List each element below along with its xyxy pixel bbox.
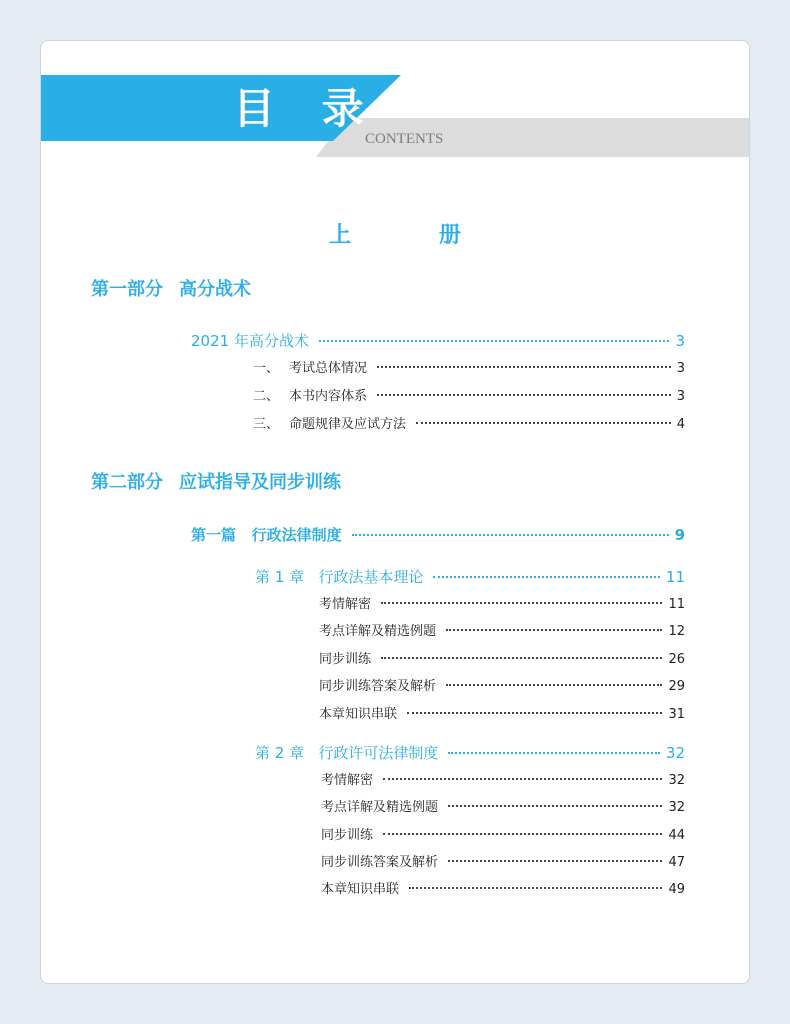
part-title: 应试指导及同步训练 xyxy=(179,472,341,493)
toc-chapter-label: 第 1 章 行政法基本理论 xyxy=(255,568,424,586)
toc-book-label: 第一篇 行政法律制度 xyxy=(191,526,342,544)
leader-dots xyxy=(407,712,662,714)
toc-item-label: 同步训练 xyxy=(319,652,372,667)
toc-chapter-row[interactable] xyxy=(255,567,685,587)
part-title: 高分战术 xyxy=(179,279,251,300)
toc-item-number: 一、 xyxy=(253,361,280,376)
toc-chapter-row[interactable] xyxy=(255,743,685,763)
toc-page-number: 3 xyxy=(675,332,685,350)
toc-chapter-label: 第 2 章 行政许可法律制度 xyxy=(255,744,439,762)
toc-page-number: 32 xyxy=(668,773,685,788)
part-number: 第二部分 xyxy=(91,472,163,493)
toc-page-number: 44 xyxy=(668,828,685,843)
leader-dots xyxy=(448,805,662,807)
toc-item-row[interactable] xyxy=(319,622,685,642)
leader-dots xyxy=(319,340,670,342)
toc-page-number: 12 xyxy=(668,624,685,639)
toc-page-number: 3 xyxy=(676,389,685,404)
leader-dots xyxy=(409,887,662,889)
leader-dots xyxy=(381,602,662,604)
part-heading xyxy=(91,471,341,495)
toc-item-row[interactable] xyxy=(253,387,685,407)
leader-dots xyxy=(446,684,662,686)
toc-item-label: 考点详解及精选例题 xyxy=(321,800,439,815)
toc-page-number: 11 xyxy=(668,597,685,612)
toc-page-number: 31 xyxy=(668,707,685,722)
leader-dots xyxy=(377,394,671,396)
leader-dots xyxy=(352,534,669,536)
leader-dots xyxy=(381,657,662,659)
toc-item-row[interactable] xyxy=(319,595,685,615)
page-subtitle: CONTENTS xyxy=(365,131,444,147)
toc-item-row[interactable] xyxy=(321,853,685,873)
toc-item-label: 同步训练 xyxy=(321,828,374,843)
toc-item-row[interactable] xyxy=(321,826,685,846)
part-number: 第一部分 xyxy=(91,279,163,300)
toc-item-label: 本章知识串联 xyxy=(319,707,398,722)
toc-page-number: 3 xyxy=(676,361,685,376)
toc-page-number: 49 xyxy=(668,882,685,897)
toc-item-number: 三、 xyxy=(253,417,280,432)
toc-page-number: 11 xyxy=(665,568,685,586)
toc-book-row[interactable] xyxy=(191,525,685,545)
leader-dots xyxy=(448,752,660,754)
toc-item-label: 同步训练答案及解析 xyxy=(319,679,437,694)
toc-item-label: 考情解密 xyxy=(319,597,372,612)
toc-page xyxy=(40,40,750,984)
toc-item-label: 命题规律及应试方法 xyxy=(289,417,407,432)
leader-dots xyxy=(377,366,671,368)
toc-item-label: 考试总体情况 xyxy=(289,361,368,376)
toc-page-number: 4 xyxy=(676,417,685,432)
toc-item-row[interactable] xyxy=(253,359,685,379)
toc-item-row[interactable] xyxy=(253,415,685,435)
toc-section-label: 2021 年高分战术 xyxy=(191,332,309,350)
toc-item-row[interactable] xyxy=(319,650,685,670)
toc-item-label: 考情解密 xyxy=(321,773,374,788)
toc-item-label: 本章知识串联 xyxy=(321,882,400,897)
toc-item-row[interactable] xyxy=(321,880,685,900)
part-heading xyxy=(91,278,251,302)
toc-item-row[interactable] xyxy=(321,798,685,818)
toc-item-label: 本书内容体系 xyxy=(289,389,368,404)
leader-dots xyxy=(446,629,662,631)
toc-page-number: 9 xyxy=(674,526,685,544)
toc-section-row[interactable] xyxy=(191,331,685,351)
leader-dots xyxy=(383,833,662,835)
toc-page-number: 32 xyxy=(668,800,685,815)
toc-page-number: 29 xyxy=(668,679,685,694)
volume-title: 上 册 xyxy=(329,222,501,248)
toc-item-row[interactable] xyxy=(321,771,685,791)
toc-item-label: 同步训练答案及解析 xyxy=(321,855,439,870)
toc-item-number: 二、 xyxy=(253,389,280,404)
toc-page-number: 26 xyxy=(668,652,685,667)
page-title: 目 录 xyxy=(233,84,380,133)
toc-page-number: 47 xyxy=(668,855,685,870)
toc-page-number: 32 xyxy=(665,744,685,762)
leader-dots xyxy=(383,778,662,780)
toc-item-row[interactable] xyxy=(319,677,685,697)
leader-dots xyxy=(416,422,671,424)
toc-item-label: 考点详解及精选例题 xyxy=(319,624,437,639)
leader-dots xyxy=(448,860,662,862)
toc-item-row[interactable] xyxy=(319,705,685,725)
leader-dots xyxy=(433,576,660,578)
